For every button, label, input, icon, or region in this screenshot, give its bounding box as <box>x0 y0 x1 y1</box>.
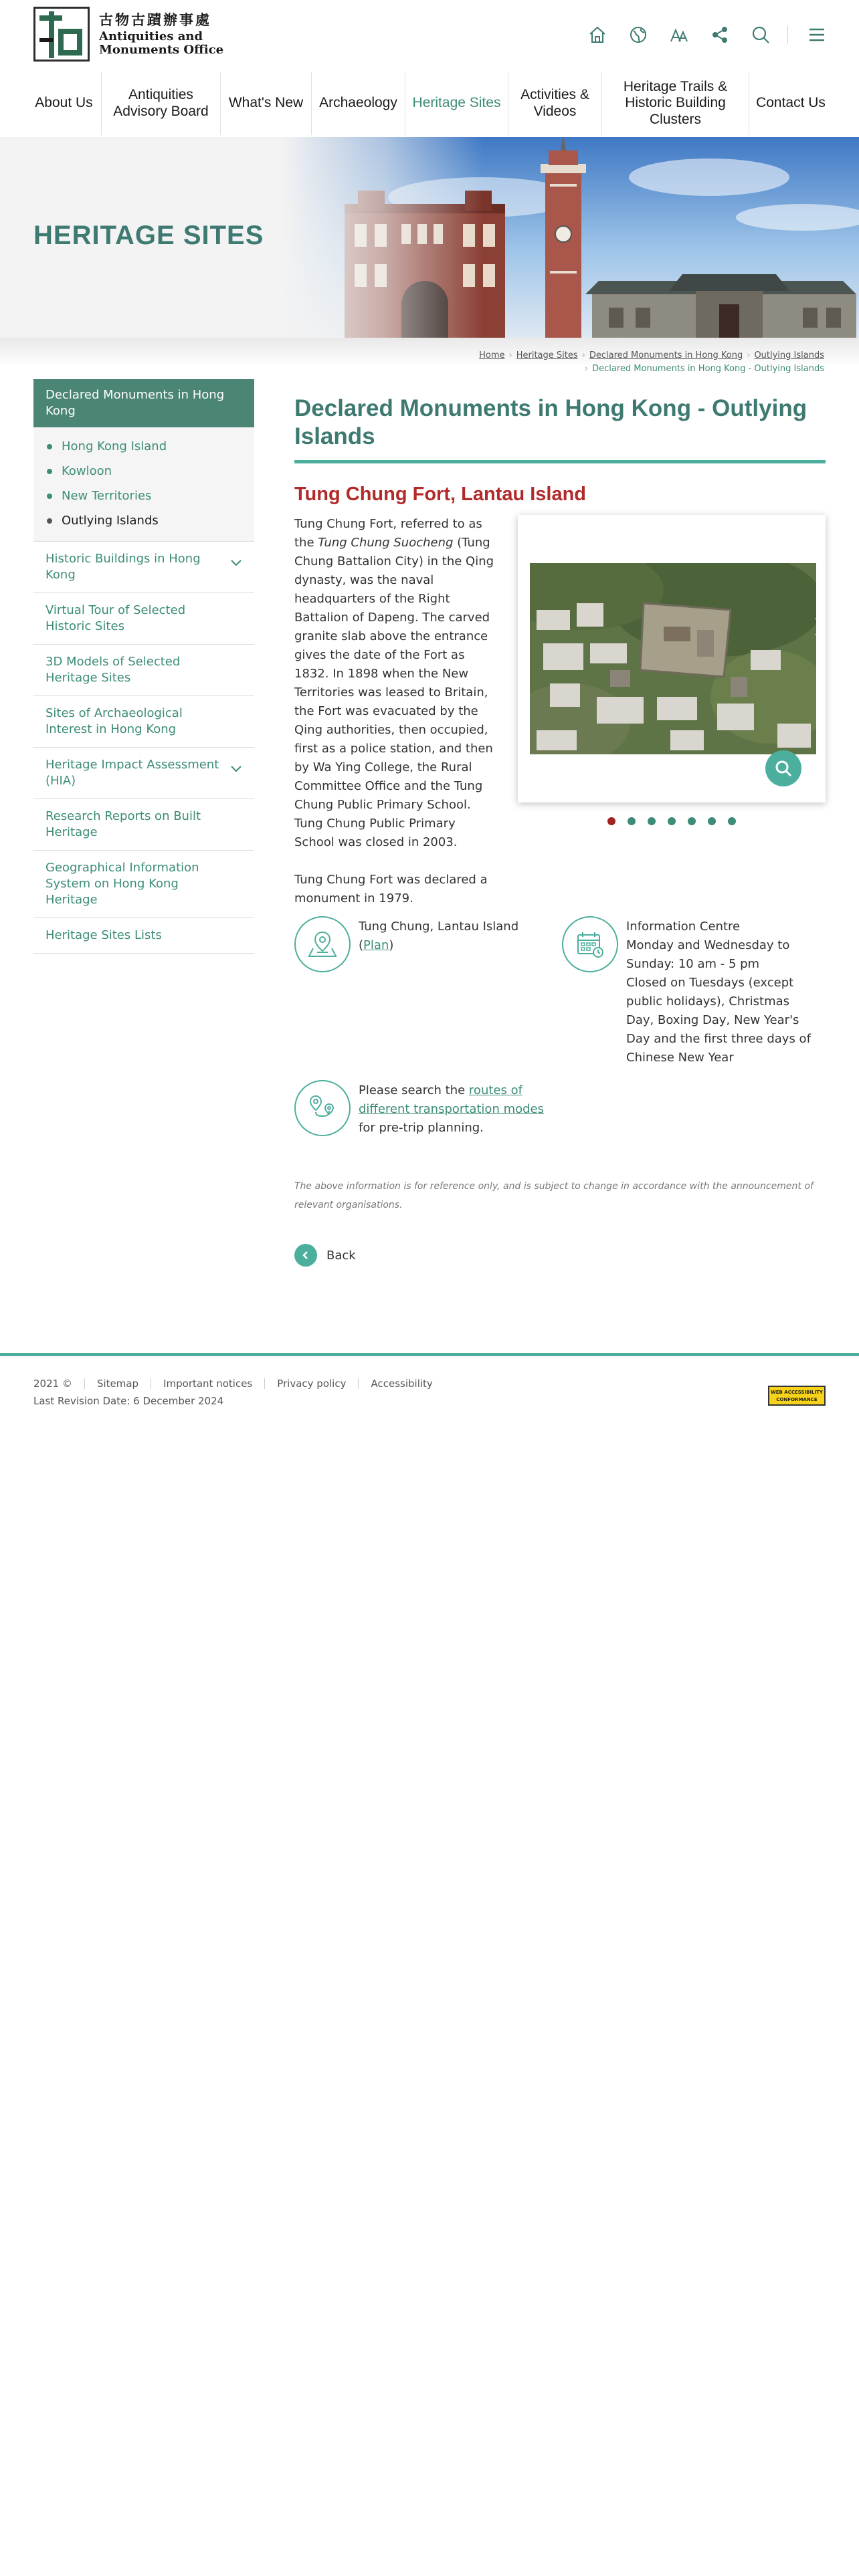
opening-hours-info <box>562 916 826 1067</box>
footer-divider <box>0 1353 859 1356</box>
opening-venue: Information Centre <box>626 920 741 934</box>
location-text: Tung Chung, Lantau Island ( <box>359 920 519 952</box>
page-title: Declared Monuments in Hong Kong - Outlying Islands <box>294 395 807 449</box>
sidebar-item-virtual-tour[interactable]: Virtual Tour of Selected Historic Sites <box>33 593 254 644</box>
bullet-icon <box>47 494 52 499</box>
sidebar-item-hia[interactable]: Heritage Impact Assessment (HIA) <box>33 747 254 798</box>
bullet-icon <box>47 469 52 474</box>
menu-icon[interactable] <box>805 23 829 47</box>
gallery-dot[interactable] <box>668 817 676 825</box>
home-icon[interactable] <box>585 23 609 47</box>
sidebar-sub-new-territories[interactable]: New Territories <box>33 484 254 508</box>
back-label: Back <box>326 1248 356 1263</box>
footer-privacy-policy-link[interactable]: Privacy policy <box>277 1378 347 1390</box>
footer-sitemap-link[interactable]: Sitemap <box>96 1378 139 1390</box>
plan-link[interactable]: Plan <box>363 938 389 952</box>
bullet-icon <box>47 444 52 449</box>
globe-icon[interactable] <box>626 23 650 47</box>
photo-gallery <box>518 515 826 802</box>
sidebar-subnav <box>33 427 254 541</box>
sidebar-sub-hong-kong-island[interactable]: Hong Kong Island <box>33 434 254 459</box>
nav-antiquities-advisory-board[interactable]: Antiquities Advisory Board <box>102 72 221 135</box>
sidebar-item-research-reports[interactable]: Research Reports on Built Heritage <box>33 798 254 850</box>
last-revision-date: Last Revision Date: 6 December 2024 <box>33 1395 224 1407</box>
share-icon[interactable] <box>708 23 732 47</box>
breadcrumb-current: Declared Monuments in Hong Kong - Outlying Islands <box>592 364 824 374</box>
site-description <box>294 515 495 927</box>
breadcrumb-heritage-sites[interactable]: Heritage Sites <box>516 350 578 360</box>
transport-routes-link[interactable]: routes of different transportation modes <box>359 1083 544 1116</box>
nav-activities-videos[interactable]: Activities & Videos <box>508 72 602 135</box>
gallery-dot[interactable] <box>648 817 656 825</box>
sidebar-item-heritage-lists[interactable]: Heritage Sites Lists <box>33 918 254 954</box>
closing-days: Closed on Tuesdays (except public holidays), Christmas Day, Boxing Day, New Year's Day and the first three days of Chinese New Year <box>626 976 811 1065</box>
sidebar-item-3d-models[interactable]: 3D Models of Selected Heritage Sites <box>33 644 254 695</box>
footer-accessibility-link[interactable]: Accessibility <box>371 1378 433 1390</box>
footer-links <box>33 1378 826 1390</box>
main-navigation <box>27 72 832 135</box>
site-title: Tung Chung Fort, Lantau Island <box>294 484 587 505</box>
nav-archaeology[interactable]: Archaeology <box>312 72 405 135</box>
gallery-pagination <box>518 817 826 825</box>
page-banner <box>0 137 859 338</box>
footer-copyright: 2021 © <box>33 1378 72 1390</box>
back-button[interactable] <box>294 1244 356 1267</box>
zoom-button[interactable] <box>765 750 801 786</box>
calendar-clock-icon <box>562 916 618 972</box>
main-content <box>294 395 826 1263</box>
nav-whats-new[interactable]: What's New <box>221 72 312 135</box>
amo-logo[interactable] <box>33 7 223 62</box>
tools-divider <box>787 26 788 43</box>
logo-mark-icon <box>33 7 90 62</box>
banner-title: HERITAGE SITES <box>33 221 264 250</box>
breadcrumb-declared-monuments[interactable]: Declared Monuments in Hong Kong <box>589 350 743 360</box>
location-info: Tung Chung, Lantau Island (Plan) <box>294 916 549 972</box>
chevron-down-icon[interactable] <box>230 765 242 773</box>
header-tools <box>569 23 829 47</box>
font-size-icon[interactable] <box>667 23 691 47</box>
site-aerial-photo[interactable] <box>530 563 816 754</box>
disclaimer-note: The above information is for reference only, and is subject to change in accordance with the announcement of relevant organisations. <box>294 1181 814 1210</box>
gallery-dot[interactable] <box>688 817 696 825</box>
chevron-left-icon <box>294 1244 317 1267</box>
gallery-dot[interactable] <box>607 817 615 825</box>
sidebar-heading[interactable]: Declared Monuments in Hong Kong <box>33 379 254 427</box>
bullet-icon <box>47 518 52 524</box>
opening-hours: Monday and Wednesday to Sunday: 10 am - 5 pm <box>626 938 790 971</box>
logo-chinese-name: 古物古蹟辦事處 <box>99 11 211 28</box>
search-icon[interactable] <box>749 23 773 47</box>
title-divider <box>294 460 826 463</box>
gallery-next-icon[interactable] <box>815 617 823 637</box>
sidebar-sub-kowloon[interactable]: Kowloon <box>33 459 254 484</box>
site-header <box>0 0 859 137</box>
gallery-dot[interactable] <box>708 817 716 825</box>
chevron-down-icon[interactable] <box>230 559 242 567</box>
wcag-badge[interactable]: WEB ACCESSIBILITY CONFORMANCE <box>768 1386 826 1406</box>
route-icon <box>294 1080 351 1136</box>
sidebar <box>33 379 254 954</box>
sidebar-item-historic-buildings[interactable]: Historic Buildings in Hong Kong <box>33 541 254 593</box>
declaration-paragraph: Tung Chung Fort was declared a monument in 1979. <box>294 873 488 905</box>
sidebar-item-gis[interactable]: Geographical Information System on Hong Kong Heritage <box>33 850 254 918</box>
gallery-dot[interactable] <box>628 817 636 825</box>
banner-heritage-image <box>281 137 859 338</box>
sidebar-sub-outlying-islands[interactable]: Outlying Islands <box>33 508 254 533</box>
nav-heritage-sites[interactable]: Heritage Sites <box>405 72 508 135</box>
zoom-search-icon <box>774 759 793 778</box>
description-paragraph: Tung Chung Fort, referred to as the Tung Chung Suocheng (Tung Chung Battalion City) in the Qing dynasty, was the naval headquarters of the Right Battalion of Dapeng. The carved granite slab above the entrance gives the date of the Fort as 1832. In 1898 when the New Territories was leased to Britain, the Fort was evacuated by the Qing authorities, then occupied, first as a police station, and then by Wa Ying College, the Rural Committee Office and the Tung Chung Public Primary School. Tung Chung Public Primary School was closed in 2003. <box>294 517 494 849</box>
nav-about-us[interactable]: About Us <box>27 72 102 135</box>
breadcrumb-home[interactable]: Home <box>479 350 505 360</box>
logo-english-line2: Monuments Office <box>99 42 224 57</box>
sidebar-item-archaeological-sites[interactable]: Sites of Archaeological Interest in Hong Kong <box>33 695 254 747</box>
site-footer <box>33 1378 826 1407</box>
transport-info: Please search the routes of different transportation modes for pre-trip planning. <box>294 1080 575 1138</box>
nav-contact-us[interactable]: Contact Us <box>756 95 826 111</box>
nav-heritage-trails[interactable]: Heritage Trails & Historic Building Clusters <box>602 72 749 135</box>
gallery-dot[interactable] <box>728 817 736 825</box>
logo-english-line1: Antiquities and <box>99 29 203 43</box>
breadcrumb-outlying-islands[interactable]: Outlying Islands <box>754 350 824 360</box>
breadcrumb: Home › Heritage Sites › Declared Monuments in Hong Kong › Outlying Islands › Declared Monuments in Hong Kong - Outlying Islands <box>479 350 824 374</box>
footer-important-notices-link[interactable]: Important notices <box>163 1378 253 1390</box>
location-map-icon <box>294 916 351 972</box>
